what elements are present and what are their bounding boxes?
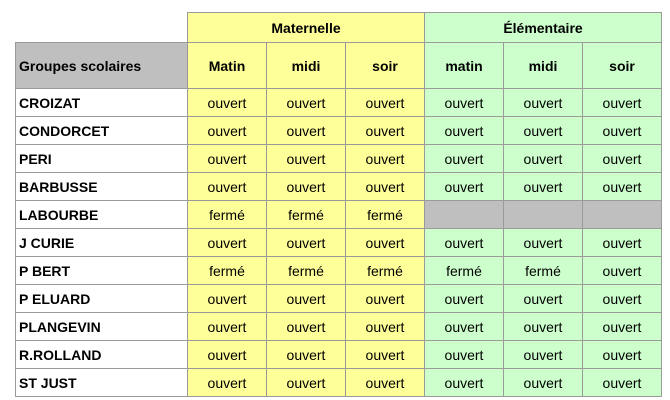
maternelle-status-cell: ouvert: [188, 229, 267, 257]
maternelle-status-cell: ouvert: [267, 285, 346, 313]
maternelle-status-cell: ouvert: [188, 313, 267, 341]
maternelle-status-cell: ouvert: [188, 173, 267, 201]
elementaire-period-header: midi: [504, 43, 583, 89]
maternelle-period-header: midi: [267, 43, 346, 89]
maternelle-status-cell: ouvert: [346, 173, 425, 201]
school-name-cell: CONDORCET: [16, 117, 188, 145]
table-row: [16, 257, 662, 285]
maternelle-status-cell: fermé: [188, 201, 267, 229]
elementaire-status-cell: fermé: [504, 257, 583, 285]
table-row: [16, 313, 662, 341]
elementaire-status-cell: [425, 201, 504, 229]
elementaire-status-cell: ouvert: [583, 117, 662, 145]
school-name-cell: ST JUST: [16, 369, 188, 397]
maternelle-status-cell: fermé: [346, 201, 425, 229]
elementaire-status-cell: ouvert: [504, 229, 583, 257]
maternelle-status-cell: ouvert: [346, 341, 425, 369]
maternelle-status-cell: ouvert: [267, 173, 346, 201]
elementaire-status-cell: ouvert: [425, 117, 504, 145]
elementaire-status-cell: ouvert: [425, 285, 504, 313]
elementaire-status-cell: ouvert: [504, 89, 583, 117]
maternelle-status-cell: ouvert: [267, 117, 346, 145]
school-name-cell: PERI: [16, 145, 188, 173]
elementaire-status-cell: ouvert: [583, 145, 662, 173]
maternelle-status-cell: ouvert: [346, 145, 425, 173]
elementaire-status-cell: ouvert: [504, 369, 583, 397]
elementaire-status-cell: ouvert: [583, 285, 662, 313]
school-name-cell: BARBUSSE: [16, 173, 188, 201]
elementaire-status-cell: ouvert: [504, 173, 583, 201]
maternelle-status-cell: ouvert: [346, 89, 425, 117]
elementaire-header: Élémentaire: [425, 13, 662, 43]
elementaire-status-cell: ouvert: [504, 145, 583, 173]
maternelle-status-cell: ouvert: [188, 117, 267, 145]
maternelle-header: Maternelle: [188, 13, 425, 43]
table-row: [16, 89, 662, 117]
elementaire-status-cell: ouvert: [583, 229, 662, 257]
maternelle-status-cell: ouvert: [188, 89, 267, 117]
elementaire-status-cell: ouvert: [425, 369, 504, 397]
elementaire-status-cell: ouvert: [425, 313, 504, 341]
elementaire-status-cell: ouvert: [583, 341, 662, 369]
maternelle-status-cell: fermé: [188, 257, 267, 285]
blank-corner: [16, 13, 188, 43]
elementaire-status-cell: ouvert: [504, 285, 583, 313]
maternelle-period-header: Matin: [188, 43, 267, 89]
row-label-header: Groupes scolaires: [16, 43, 188, 89]
elementaire-status-cell: [583, 201, 662, 229]
elementaire-status-cell: ouvert: [425, 229, 504, 257]
maternelle-status-cell: ouvert: [267, 369, 346, 397]
maternelle-status-cell: ouvert: [188, 369, 267, 397]
maternelle-status-cell: ouvert: [267, 341, 346, 369]
maternelle-status-cell: ouvert: [188, 285, 267, 313]
maternelle-status-cell: ouvert: [267, 313, 346, 341]
school-name-cell: PLANGEVIN: [16, 313, 188, 341]
elementaire-status-cell: fermé: [425, 257, 504, 285]
elementaire-status-cell: ouvert: [504, 313, 583, 341]
maternelle-status-cell: fermé: [346, 257, 425, 285]
school-name-cell: CROIZAT: [16, 89, 188, 117]
maternelle-status-cell: ouvert: [267, 229, 346, 257]
elementaire-status-cell: [504, 201, 583, 229]
table-row: [16, 145, 662, 173]
elementaire-status-cell: ouvert: [425, 173, 504, 201]
maternelle-status-cell: fermé: [267, 201, 346, 229]
table-row: [16, 285, 662, 313]
school-name-cell: R.ROLLAND: [16, 341, 188, 369]
elementaire-status-cell: ouvert: [425, 89, 504, 117]
period-header-row: [16, 43, 662, 89]
school-name-cell: P BERT: [16, 257, 188, 285]
group-header-row: [16, 13, 662, 43]
school-name-cell: J CURIE: [16, 229, 188, 257]
table-row: [16, 173, 662, 201]
table-row: [16, 341, 662, 369]
elementaire-status-cell: ouvert: [583, 89, 662, 117]
table-row: [16, 117, 662, 145]
maternelle-status-cell: ouvert: [346, 313, 425, 341]
table-row: [16, 369, 662, 397]
elementaire-status-cell: ouvert: [504, 341, 583, 369]
table-row: [16, 229, 662, 257]
elementaire-status-cell: ouvert: [425, 145, 504, 173]
maternelle-status-cell: ouvert: [267, 145, 346, 173]
maternelle-status-cell: ouvert: [346, 369, 425, 397]
elementaire-status-cell: ouvert: [425, 341, 504, 369]
maternelle-status-cell: ouvert: [188, 341, 267, 369]
maternelle-period-header: soir: [346, 43, 425, 89]
elementaire-status-cell: ouvert: [504, 117, 583, 145]
elementaire-period-header: soir: [583, 43, 662, 89]
elementaire-status-cell: ouvert: [583, 313, 662, 341]
maternelle-status-cell: ouvert: [346, 117, 425, 145]
schedule-table: [15, 12, 662, 397]
maternelle-status-cell: ouvert: [188, 145, 267, 173]
elementaire-status-cell: ouvert: [583, 173, 662, 201]
maternelle-status-cell: ouvert: [346, 285, 425, 313]
maternelle-status-cell: ouvert: [267, 89, 346, 117]
elementaire-status-cell: ouvert: [583, 369, 662, 397]
table-row: [16, 201, 662, 229]
school-name-cell: LABOURBE: [16, 201, 188, 229]
school-name-cell: P ELUARD: [16, 285, 188, 313]
elementaire-status-cell: ouvert: [583, 257, 662, 285]
maternelle-status-cell: fermé: [267, 257, 346, 285]
elementaire-period-header: matin: [425, 43, 504, 89]
maternelle-status-cell: ouvert: [346, 229, 425, 257]
